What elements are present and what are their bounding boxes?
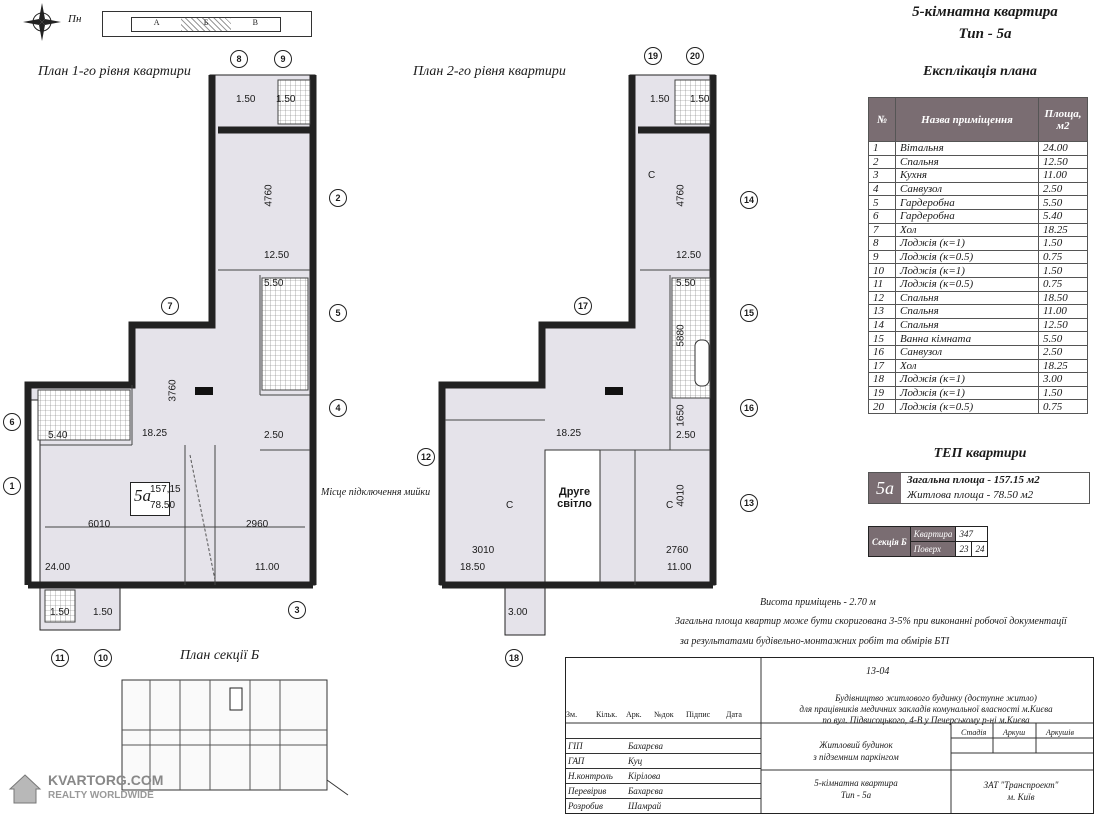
row-name: Вітальня [896, 142, 1039, 156]
row-number: 2 [869, 155, 896, 169]
watermark-brand: KVARTORG.COM [48, 772, 164, 788]
row-name: Кухня [896, 169, 1039, 183]
apartment-value: 347 [956, 527, 988, 542]
callout-5: 5 [329, 304, 347, 322]
sink-note: Місце підключення мийки [321, 487, 431, 498]
row-name: Спальня [896, 291, 1039, 305]
col-area: Площа, м2 [1039, 98, 1088, 142]
table-row [869, 386, 1088, 400]
plan2-area-16: 2.50 [676, 430, 696, 441]
stamp-building-1: Житловий будинок [819, 740, 893, 750]
table-row [869, 209, 1088, 223]
stamp-person: Бахарєва [628, 786, 663, 796]
stamp-person: Куц [628, 756, 643, 766]
row-number: 5 [869, 196, 896, 210]
plan2-area-20: 1.50 [690, 94, 710, 105]
stamp-person: Бахарєва [628, 741, 663, 751]
row-name: Лоджія (к=0.5) [896, 250, 1039, 264]
plan1-area-5: 5.50 [264, 278, 284, 289]
watermark-sub: REALTY WORLDWIDE [48, 790, 154, 801]
row-area: 18.25 [1039, 223, 1088, 237]
stamp-project-2: для працівників медичних закладів комунальної власності м.Києва [799, 704, 1053, 714]
row-number: 8 [869, 237, 896, 251]
stamp-person: Кірілова [628, 771, 661, 781]
plan2-dim-4: 3010 [472, 545, 495, 556]
table-row [869, 345, 1088, 359]
callout-3: 3 [288, 601, 306, 619]
row-name: Лоджія (к=0.5) [896, 400, 1039, 414]
row-area: 0.75 [1039, 400, 1088, 414]
stamp-person: Шамрай [628, 801, 662, 811]
row-number: 19 [869, 386, 896, 400]
row-number: 16 [869, 345, 896, 359]
compass-label: Пн [68, 13, 82, 25]
row-number: 4 [869, 182, 896, 196]
floor-value-2: 24 [972, 542, 988, 557]
stamp-role: ГАП [568, 756, 585, 766]
plan1-area-7: 18.25 [142, 428, 168, 439]
callout-12: 12 [417, 448, 435, 466]
plan2-area-14: 12.50 [676, 250, 702, 261]
row-name: Хол [896, 359, 1039, 373]
plan1-area-2: 12.50 [264, 250, 290, 261]
stamp-building-2: з підземним паркінгом [813, 752, 899, 762]
plan2-letter-1: С [648, 170, 656, 181]
key-plan [102, 11, 312, 37]
table-row [869, 305, 1088, 319]
stamp-company-2: м. Київ [1007, 792, 1035, 802]
stamp-grid [566, 658, 1093, 813]
second-light-label: Друге світло [557, 486, 592, 510]
plan1-dim-3: 6010 [88, 519, 111, 530]
row-number: 6 [869, 209, 896, 223]
col-number: № [869, 98, 896, 142]
stamp-drawing-2: Тип - 5а [840, 790, 872, 800]
row-name: Лоджія (к=1) [896, 264, 1039, 278]
row-area: 0.75 [1039, 277, 1088, 291]
plan2-dim-5: 2760 [666, 545, 689, 556]
stamp-role: Н.контроль [568, 771, 613, 781]
section-plan-title: План секції Б [180, 648, 260, 663]
tep-total: Загальна площа - 157.15 м2 [907, 474, 1040, 486]
plan1-area-3: 11.00 [255, 562, 280, 573]
stamp-code: 13-04 [866, 666, 890, 677]
apt-code: 5а [134, 486, 151, 505]
apartment-label: Квартира [910, 527, 956, 542]
plan2-dim-6: 1650 [675, 404, 687, 427]
row-area: 11.00 [1039, 305, 1088, 319]
stamp-col-3: Арк. [626, 710, 642, 719]
section-info [868, 526, 988, 557]
plan1-area-11: 1.50 [50, 607, 70, 618]
table-row [869, 155, 1088, 169]
table-row [869, 400, 1088, 414]
row-name: Гардеробна [896, 209, 1039, 223]
row-area: 2.50 [1039, 182, 1088, 196]
row-number: 10 [869, 264, 896, 278]
row-area: 11.00 [1039, 169, 1088, 183]
row-area: 1.50 [1039, 237, 1088, 251]
callout-6: 6 [3, 413, 21, 431]
row-number: 11 [869, 277, 896, 291]
plan1-area-10: 1.50 [93, 607, 113, 618]
stamp-col-5: Підпис [686, 710, 711, 719]
apartment-title: 5-кімнатна квартира [912, 4, 1058, 20]
key-section-a: А [153, 18, 160, 27]
watermark [8, 768, 188, 810]
plan2-dim-2: 5880 [675, 324, 687, 347]
plan2-letter-2: С [506, 500, 514, 511]
callout-8: 8 [230, 50, 248, 68]
row-name: Лоджія (к=1) [896, 373, 1039, 387]
plan1-area-9: 1.50 [276, 94, 296, 105]
row-name: Ванна кімната [896, 332, 1039, 346]
plan2-area-13: 11.00 [667, 562, 692, 573]
row-area: 12.50 [1039, 318, 1088, 332]
plan2-dim-3: 4010 [675, 484, 687, 507]
tep-box [868, 472, 1090, 504]
apt-total: 157,15 [150, 484, 181, 495]
key-section-c: В [252, 18, 258, 27]
row-number: 12 [869, 291, 896, 305]
note-area: Загальна площа квартир може бути скоригована 3-5% при виконанні робочої документації [675, 616, 1067, 627]
tep-title: ТЕП квартири [933, 446, 1027, 461]
callout-2: 2 [329, 189, 347, 207]
callout-7: 7 [161, 297, 179, 315]
row-name: Лоджія (к=1) [896, 237, 1039, 251]
plan1-dim-1: 4760 [263, 184, 275, 207]
compass [22, 2, 62, 42]
stamp-project-1: Будівництво житлового будинку (доступне житло) [835, 693, 1037, 703]
plan1-title: План 1-го рівня квартири [38, 64, 191, 79]
row-number: 1 [869, 142, 896, 156]
row-name: Спальня [896, 305, 1039, 319]
row-area: 5.40 [1039, 209, 1088, 223]
explication-title: Експлікація плана [923, 64, 1037, 79]
compass-icon [22, 2, 62, 42]
stamp-sheet-2: Аркуш [1003, 728, 1026, 737]
table-row [869, 359, 1088, 373]
tep-living: Житлова площа - 78.50 м2 [907, 489, 1034, 501]
stamp-sheet-1: Стадія [961, 728, 987, 737]
tep-code: 5а [869, 473, 901, 503]
stamp-col-2: Кільк. [596, 710, 618, 719]
callout-18: 18 [505, 649, 523, 667]
callout-10: 10 [94, 649, 112, 667]
callout-9: 9 [274, 50, 292, 68]
table-row [869, 223, 1088, 237]
row-number: 9 [869, 250, 896, 264]
plan1-area-1: 24.00 [45, 562, 71, 573]
callout-15: 15 [740, 304, 758, 322]
row-number: 7 [869, 223, 896, 237]
row-number: 14 [869, 318, 896, 332]
row-number: 17 [869, 359, 896, 373]
plan1-area-6: 5.40 [48, 430, 68, 441]
row-number: 15 [869, 332, 896, 346]
plan2-area-17: 18.25 [556, 428, 582, 439]
row-area: 18.25 [1039, 359, 1088, 373]
apt-living: 78.50 [150, 500, 176, 511]
row-area: 24.00 [1039, 142, 1088, 156]
table-row [869, 291, 1088, 305]
row-area: 5.50 [1039, 196, 1088, 210]
callout-1: 1 [3, 477, 21, 495]
row-number: 18 [869, 373, 896, 387]
row-area: 2.50 [1039, 345, 1088, 359]
col-name: Назва приміщення [896, 98, 1039, 142]
plan2-area-12: 18.50 [460, 562, 486, 573]
row-name: Лоджія (к=1) [896, 386, 1039, 400]
row-name: Спальня [896, 318, 1039, 332]
stamp-col-6: Дата [726, 710, 742, 719]
row-area: 1.50 [1039, 264, 1088, 278]
row-area: 0.75 [1039, 250, 1088, 264]
row-area: 18.50 [1039, 291, 1088, 305]
table-row [869, 318, 1088, 332]
plan2-area-18: 3.00 [508, 607, 528, 618]
table-row [869, 277, 1088, 291]
plan2-area-15: 5.50 [676, 278, 696, 289]
floor-value-1: 23 [956, 542, 972, 557]
house-icon [8, 772, 42, 806]
row-name: Спальня [896, 155, 1039, 169]
plan1-area-8: 1.50 [236, 94, 256, 105]
row-name: Лоджія (к=0.5) [896, 277, 1039, 291]
note-bti: за результатами будівельно-монтажних робіт та обмірів БТІ [680, 636, 950, 647]
note-height: Висота приміщень - 2.70 м [760, 597, 876, 608]
row-name: Санвузол [896, 182, 1039, 196]
stamp-col-4: №док [654, 710, 674, 719]
title-block [565, 657, 1094, 814]
stamp-sheet-3: Аркушів [1046, 728, 1074, 737]
stamp-col-1: Зм. [566, 710, 578, 719]
row-number: 20 [869, 400, 896, 414]
table-row [869, 237, 1088, 251]
callout-17: 17 [574, 297, 592, 315]
stamp-project-3: по вул. Підвисоцького, 4-В у Печерському р-ні м.Києва [822, 715, 1030, 725]
stamp-role: ГІП [568, 741, 583, 751]
table-row [869, 373, 1088, 387]
plan1-area-4: 2.50 [264, 430, 284, 441]
stamp-role: Перевірив [568, 786, 607, 796]
plan2-area-19: 1.50 [650, 94, 670, 105]
section-label: Секція Б [869, 527, 911, 557]
row-number: 3 [869, 169, 896, 183]
stamp-company-1: ЗАТ "Транспроект" [983, 780, 1059, 790]
explication-table [868, 97, 1088, 414]
table-row [869, 250, 1088, 264]
row-name: Гардеробна [896, 196, 1039, 210]
callout-14: 14 [740, 191, 758, 209]
plan2-letter-3: С [666, 500, 674, 511]
plan2-dim-1: 4760 [675, 184, 687, 207]
row-area: 3.00 [1039, 373, 1088, 387]
plan1-dim-4: 2960 [246, 519, 269, 530]
row-number: 13 [869, 305, 896, 319]
row-name: Хол [896, 223, 1039, 237]
row-area: 1.50 [1039, 386, 1088, 400]
stamp-drawing-1: 5-кімнатна квартира [814, 778, 898, 788]
table-row [869, 332, 1088, 346]
stamp-role: Розробив [568, 801, 603, 811]
callout-13: 13 [740, 494, 758, 512]
key-section-b: Б [181, 18, 230, 31]
callout-4: 4 [329, 399, 347, 417]
row-area: 5.50 [1039, 332, 1088, 346]
table-row [869, 182, 1088, 196]
plan2-title: План 2-го рівня квартири [413, 64, 566, 79]
callout-11: 11 [51, 649, 69, 667]
table-row [869, 169, 1088, 183]
callout-16: 16 [740, 399, 758, 417]
table-row [869, 264, 1088, 278]
table-row [869, 196, 1088, 210]
callout-19: 19 [644, 47, 662, 65]
callout-20: 20 [686, 47, 704, 65]
row-name: Санвузол [896, 345, 1039, 359]
apartment-type: Тип - 5а [958, 26, 1012, 42]
floor-label: Поверх [910, 542, 956, 557]
plan1-dim-2: 3760 [167, 379, 179, 402]
table-row [869, 142, 1088, 156]
row-area: 12.50 [1039, 155, 1088, 169]
